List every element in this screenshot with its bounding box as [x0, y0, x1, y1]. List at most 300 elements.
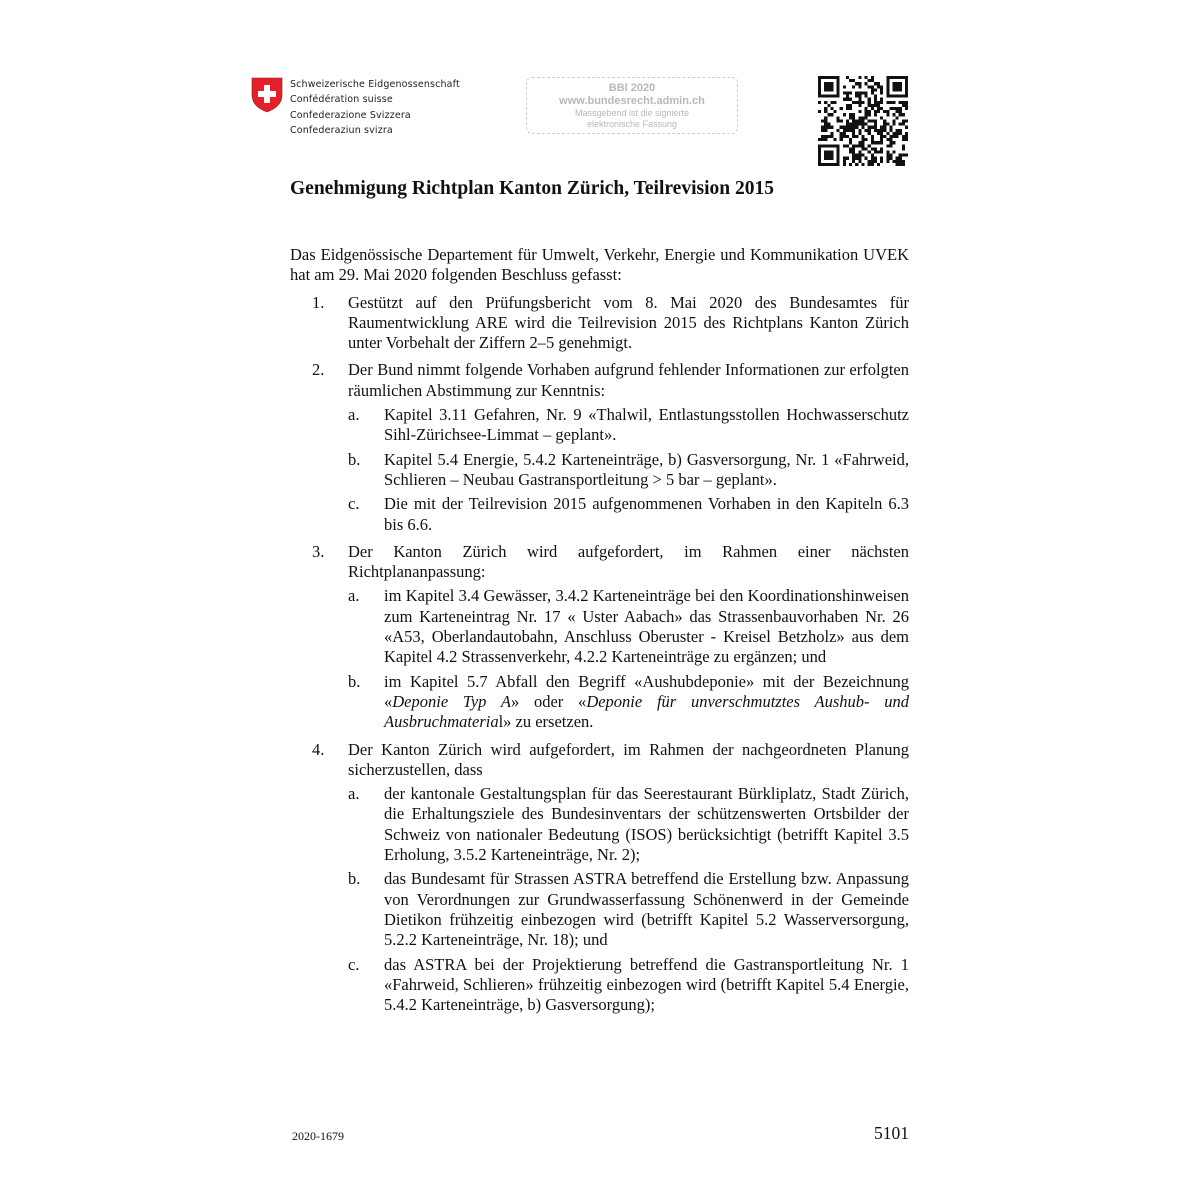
- qr-module: [889, 135, 892, 138]
- qr-module: [837, 150, 840, 153]
- qr-module: [899, 129, 902, 132]
- qr-module: [852, 79, 855, 82]
- qr-module: [880, 147, 883, 150]
- qr-module: [896, 76, 899, 79]
- qr-module: [824, 76, 827, 79]
- qr-module: [902, 104, 905, 107]
- qr-module: [892, 135, 895, 138]
- qr-module: [852, 101, 855, 104]
- sub-item-3a: [348, 586, 909, 667]
- qr-code-icon: [818, 76, 908, 166]
- qr-module: [871, 147, 874, 150]
- qr-module: [874, 150, 877, 153]
- qr-module: [837, 119, 840, 122]
- qr-module: [840, 138, 843, 141]
- italic-term: Deponie für unverschmutztes Aushub- und Ausbruchmateria: [384, 691, 909, 732]
- qr-module: [880, 107, 883, 110]
- qr-module: [871, 141, 874, 144]
- qr-module: [824, 88, 827, 91]
- qr-module: [880, 92, 883, 95]
- qr-module: [880, 101, 883, 104]
- confederation-names: [290, 77, 460, 138]
- sub-item-2c: [348, 494, 909, 535]
- confederation-name-fr: Confédération suisse: [290, 94, 393, 106]
- page-number: 5101: [874, 1123, 909, 1143]
- qr-module: [818, 147, 821, 150]
- qr-module: [886, 157, 889, 160]
- qr-module: [840, 132, 843, 135]
- italic-term: Deponie Typ A: [392, 691, 511, 711]
- qr-module: [874, 129, 877, 132]
- qr-module: [858, 132, 861, 135]
- qr-module: [874, 113, 877, 116]
- qr-module: [849, 79, 852, 82]
- qr-module: [818, 160, 821, 163]
- qr-module: [824, 129, 827, 132]
- qr-module: [889, 154, 892, 157]
- qr-module: [880, 150, 883, 153]
- qr-module: [889, 107, 892, 110]
- qr-module: [877, 129, 880, 132]
- qr-module: [889, 144, 892, 147]
- qr-module: [837, 147, 840, 150]
- qr-module: [821, 138, 824, 141]
- qr-module: [892, 150, 895, 153]
- qr-module: [886, 76, 889, 79]
- qr-module: [818, 144, 821, 147]
- qr-module: [818, 79, 821, 82]
- qr-module: [824, 163, 827, 166]
- qr-module: [886, 144, 889, 147]
- qr-module: [824, 135, 827, 138]
- qr-module: [827, 126, 830, 129]
- list-item-3: [290, 542, 909, 733]
- qr-module: [858, 101, 861, 104]
- qr-module: [865, 113, 868, 116]
- stamp-website: www.bundesrecht.admin.ch: [559, 95, 705, 107]
- qr-module: [886, 138, 889, 141]
- qr-module: [861, 92, 864, 95]
- qr-module: [899, 101, 902, 104]
- qr-module: [871, 104, 874, 107]
- sub-item-text: Die mit der Teilrevision 2015 aufgenommenen Vorhaben in den Kapiteln 6.3 bis 6.6.: [384, 494, 909, 534]
- qr-module: [902, 154, 905, 157]
- qr-module: [837, 85, 840, 88]
- qr-module: [824, 123, 827, 126]
- qr-module: [865, 95, 868, 98]
- qr-module: [852, 129, 855, 132]
- qr-module: [902, 76, 905, 79]
- qr-module: [902, 147, 905, 150]
- qr-module: [874, 119, 877, 122]
- qr-module: [861, 154, 864, 157]
- qr-module: [896, 116, 899, 119]
- intro-paragraph: Das Eidgenössische Departement für Umwelt, Verkehr, Energie und Kommunikation UVEK hat am 29. Mai 2020 folgenden Beschluss gefasst:: [290, 245, 909, 285]
- qr-module: [852, 113, 855, 116]
- qr-module: [818, 88, 821, 91]
- qr-module: [852, 144, 855, 147]
- qr-module: [883, 110, 886, 113]
- qr-module: [902, 119, 905, 122]
- qr-module: [877, 101, 880, 104]
- sub-item-text: das Bundesamt für Strassen ASTRA betreffend die Erstellung bzw. Anpassung von Verordnungen zur Grundwasserfassung Schönenwerd in der Gemeinde Dietikon frühzeitig einbezogen wird (betrifft Kapitel 5.2 Wasserversorgung, 5.2.2 Karteneinträge, Nr. 18); und: [384, 869, 909, 950]
- qr-module: [886, 92, 889, 95]
- qr-module: [858, 92, 861, 95]
- qr-module: [821, 119, 824, 122]
- qr-module: [868, 119, 871, 122]
- qr-module: [818, 154, 821, 157]
- qr-module: [874, 160, 877, 163]
- qr-module: [880, 141, 883, 144]
- sub-item-text: Kapitel 5.4 Energie, 5.4.2 Karteneinträge, b) Gasversorgung, Nr. 1 «Fahrweid, Schlieren – Neubau Gastransportleitung > 5 bar – geplant».: [384, 449, 909, 489]
- qr-module: [889, 76, 892, 79]
- qr-module: [843, 85, 846, 88]
- qr-module: [896, 163, 899, 166]
- qr-module: [877, 132, 880, 135]
- sub-item-text: im Kapitel 3.4 Gewässer, 3.4.2 Karteneinträge bei den Koordinationshinweisen zum Karteneintrag Nr. 17 « Uster Aabach» das Strassenbauvorhaben Nr. 26 «A53, Oberlandautobahn, Anschluss Oberuster - Kreisel Betzholz» aus dem Kapitel 4.2 Strassenverkehr, 4.2.2 Karteneinträge zu ergänzen; und: [384, 586, 909, 667]
- qr-module: [849, 150, 852, 153]
- qr-module: [877, 107, 880, 110]
- qr-module: [877, 150, 880, 153]
- qr-module: [852, 157, 855, 160]
- qr-module: [868, 98, 871, 101]
- qr-module: [840, 119, 843, 122]
- item-number: 4.: [312, 739, 325, 759]
- qr-module: [871, 160, 874, 163]
- document-id: 2020-1679: [292, 1129, 344, 1143]
- qr-module: [827, 104, 830, 107]
- qr-module: [889, 95, 892, 98]
- qr-module: [830, 88, 833, 91]
- qr-module: [843, 135, 846, 138]
- sub-item-letter: b.: [348, 869, 361, 889]
- qr-module: [902, 144, 905, 147]
- qr-module: [886, 101, 889, 104]
- qr-module: [865, 116, 868, 119]
- qr-module: [905, 88, 908, 91]
- qr-module: [889, 126, 892, 129]
- qr-module: [824, 101, 827, 104]
- qr-module: [824, 116, 827, 119]
- qr-module: [834, 163, 837, 166]
- qr-module: [818, 110, 821, 113]
- qr-module: [827, 88, 830, 91]
- qr-module: [892, 123, 895, 126]
- qr-module: [865, 129, 868, 132]
- qr-module: [827, 95, 830, 98]
- qr-module: [858, 95, 861, 98]
- qr-module: [896, 135, 899, 138]
- qr-module: [830, 85, 833, 88]
- qr-module: [861, 138, 864, 141]
- qr-module: [849, 104, 852, 107]
- qr-module: [868, 160, 871, 163]
- qr-module: [849, 92, 852, 95]
- qr-module: [858, 110, 861, 113]
- qr-module: [892, 88, 895, 91]
- qr-module: [899, 85, 902, 88]
- qr-module: [880, 157, 883, 160]
- qr-module: [846, 126, 849, 129]
- sub-item-2b: [348, 450, 909, 491]
- qr-module: [877, 110, 880, 113]
- qr-module: [880, 85, 883, 88]
- qr-module: [824, 138, 827, 141]
- qr-module: [880, 129, 883, 132]
- qr-module: [905, 104, 908, 107]
- qr-module: [824, 157, 827, 160]
- qr-module: [827, 163, 830, 166]
- qr-module: [877, 85, 880, 88]
- qr-module: [846, 95, 849, 98]
- qr-module: [837, 163, 840, 166]
- qr-module: [889, 138, 892, 141]
- qr-module: [899, 160, 902, 163]
- qr-module: [880, 160, 883, 163]
- qr-module: [843, 163, 846, 166]
- qr-module: [852, 154, 855, 157]
- qr-module: [880, 126, 883, 129]
- confederation-name-rm: Confederaziun svizra: [290, 124, 393, 136]
- qr-module: [830, 163, 833, 166]
- qr-module: [834, 144, 837, 147]
- qr-module: [843, 160, 846, 163]
- qr-module: [824, 85, 827, 88]
- qr-module: [868, 110, 871, 113]
- qr-module: [892, 160, 895, 163]
- qr-module: [837, 144, 840, 147]
- sub-item-letter: b.: [348, 449, 361, 469]
- qr-module: [827, 82, 830, 85]
- qr-module: [896, 82, 899, 85]
- qr-module: [824, 110, 827, 113]
- qr-module: [868, 113, 871, 116]
- document-title: Genehmigung Richtplan Kanton Zürich, Teilrevision 2015: [290, 178, 774, 199]
- qr-module: [896, 107, 899, 110]
- qr-module: [818, 95, 821, 98]
- qr-module: [905, 107, 908, 110]
- qr-module: [905, 95, 908, 98]
- qr-module: [855, 101, 858, 104]
- qr-module: [871, 163, 874, 166]
- publication-stamp: [526, 77, 738, 134]
- qr-module: [874, 88, 877, 91]
- qr-module: [905, 138, 908, 141]
- qr-module: [846, 98, 849, 101]
- qr-module: [880, 98, 883, 101]
- qr-module: [892, 113, 895, 116]
- qr-module: [834, 76, 837, 79]
- qr-module: [874, 123, 877, 126]
- qr-module: [837, 157, 840, 160]
- qr-module: [886, 160, 889, 163]
- qr-module: [830, 132, 833, 135]
- qr-module: [852, 147, 855, 150]
- sub-item-text: Kapitel 3.11 Gefahren, Nr. 9 «Thalwil, Entlastungsstollen Hochwasserschutz Sihl-Zürichsee-Limmat – geplant».: [384, 405, 909, 445]
- qr-module: [886, 154, 889, 157]
- qr-module: [846, 123, 849, 126]
- qr-module: [830, 157, 833, 160]
- qr-module: [840, 135, 843, 138]
- qr-module: [861, 123, 864, 126]
- qr-module: [818, 92, 821, 95]
- qr-module: [849, 113, 852, 116]
- qr-module: [852, 119, 855, 122]
- qr-module: [880, 138, 883, 141]
- qr-module: [858, 104, 861, 107]
- item-text: Der Kanton Zürich wird aufgefordert, im Rahmen der nachgeordneten Planung sicherzustellen, dass: [348, 739, 909, 779]
- qr-module: [824, 119, 827, 122]
- item-number: 3.: [312, 541, 325, 561]
- qr-module: [834, 101, 837, 104]
- qr-module: [902, 113, 905, 116]
- qr-module: [858, 154, 861, 157]
- qr-module: [861, 141, 864, 144]
- qr-module: [830, 113, 833, 116]
- qr-module: [886, 150, 889, 153]
- list-item-4: [290, 740, 909, 1016]
- qr-module: [883, 129, 886, 132]
- qr-module: [858, 85, 861, 88]
- qr-module: [858, 98, 861, 101]
- item-number: 2.: [312, 360, 325, 380]
- qr-module: [905, 79, 908, 82]
- qr-module: [868, 126, 871, 129]
- qr-module: [871, 135, 874, 138]
- qr-module: [892, 76, 895, 79]
- qr-module: [899, 95, 902, 98]
- list-item-1: [290, 293, 909, 354]
- qr-module: [849, 163, 852, 166]
- qr-module: [858, 123, 861, 126]
- qr-module: [902, 95, 905, 98]
- qr-module: [852, 116, 855, 119]
- qr-module: [821, 144, 824, 147]
- qr-module: [871, 88, 874, 91]
- qr-module: [868, 132, 871, 135]
- qr-module: [861, 147, 864, 150]
- qr-module: [837, 95, 840, 98]
- qr-module: [830, 154, 833, 157]
- sub-item-4a: [348, 784, 909, 865]
- qr-module: [855, 82, 858, 85]
- stamp-note-line2: elektronische Fassung: [586, 119, 678, 129]
- qr-module: [846, 76, 849, 79]
- qr-module: [896, 110, 899, 113]
- qr-module: [865, 138, 868, 141]
- qr-module: [868, 85, 871, 88]
- qr-module: [871, 154, 874, 157]
- text-segment: im Kapitel 5.7 Abfall den Begriff «Aushubdeponie» mit der Bezeichnung «: [384, 671, 909, 711]
- confederation-name-de: Schweizerische Eidgenossenschaft: [290, 79, 460, 90]
- qr-module: [905, 76, 908, 79]
- qr-module: [837, 116, 840, 119]
- qr-module: [880, 88, 883, 91]
- sub-item-letter: a.: [348, 586, 360, 606]
- qr-module: [886, 95, 889, 98]
- qr-module: [858, 82, 861, 85]
- qr-module: [892, 119, 895, 122]
- qr-module: [896, 88, 899, 91]
- qr-module: [865, 147, 868, 150]
- qr-module: [852, 132, 855, 135]
- qr-module: [905, 154, 908, 157]
- qr-module: [843, 129, 846, 132]
- qr-module: [830, 76, 833, 79]
- qr-module: [818, 85, 821, 88]
- qr-module: [858, 76, 861, 79]
- qr-module: [899, 82, 902, 85]
- qr-module: [899, 123, 902, 126]
- qr-module: [840, 107, 843, 110]
- qr-module: [902, 138, 905, 141]
- qr-module: [837, 92, 840, 95]
- qr-module: [886, 113, 889, 116]
- sub-item-3b: [348, 672, 909, 733]
- qr-module: [896, 160, 899, 163]
- qr-module: [846, 104, 849, 107]
- qr-module: [821, 135, 824, 138]
- qr-module: [827, 76, 830, 79]
- qr-module: [892, 95, 895, 98]
- qr-module: [830, 95, 833, 98]
- qr-module: [905, 119, 908, 122]
- sub-item-2a: [348, 405, 909, 446]
- qr-module: [899, 157, 902, 160]
- qr-module: [865, 82, 868, 85]
- qr-module: [899, 154, 902, 157]
- qr-module: [874, 110, 877, 113]
- qr-module: [871, 126, 874, 129]
- qr-module: [892, 107, 895, 110]
- qr-module: [889, 141, 892, 144]
- qr-module: [892, 85, 895, 88]
- qr-module: [855, 119, 858, 122]
- qr-module: [852, 123, 855, 126]
- qr-module: [858, 129, 861, 132]
- qr-module: [849, 98, 852, 101]
- qr-module: [902, 160, 905, 163]
- qr-module: [821, 126, 824, 129]
- qr-module: [855, 135, 858, 138]
- document-body: [290, 245, 909, 1015]
- qr-module: [877, 141, 880, 144]
- sub-item-4b: [348, 869, 909, 950]
- qr-module: [874, 95, 877, 98]
- qr-module: [849, 123, 852, 126]
- qr-module: [821, 95, 824, 98]
- qr-module: [886, 79, 889, 82]
- qr-module: [855, 126, 858, 129]
- qr-module: [899, 88, 902, 91]
- qr-module: [861, 135, 864, 138]
- qr-module: [827, 154, 830, 157]
- stamp-reference: BBl 2020: [608, 82, 656, 94]
- qr-module: [858, 141, 861, 144]
- qr-module: [905, 132, 908, 135]
- qr-module: [834, 95, 837, 98]
- qr-module: [855, 92, 858, 95]
- qr-module: [858, 119, 861, 122]
- qr-module: [818, 76, 821, 79]
- qr-module: [858, 116, 861, 119]
- qr-module: [824, 126, 827, 129]
- qr-module: [896, 129, 899, 132]
- qr-module: [827, 113, 830, 116]
- qr-module: [846, 144, 849, 147]
- qr-module: [905, 85, 908, 88]
- qr-module: [899, 107, 902, 110]
